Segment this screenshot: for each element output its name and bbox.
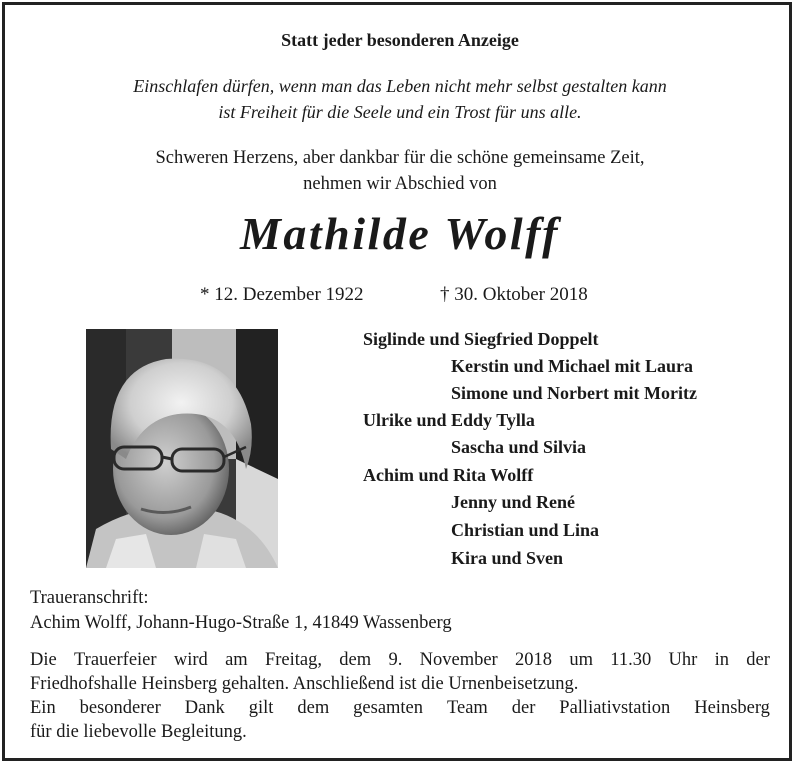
ceremony-line-1-text: Die Trauerfeier wird am Freitag, dem 9. November 2018 um 11.30 Uhr in der xyxy=(30,650,770,670)
portrait-photo xyxy=(86,329,278,568)
ceremony-line-3-text: Ein besonderer Dank gilt dem gesamten Team der Palliativstation Heinsberg xyxy=(30,698,770,718)
family-line-5: Sascha und Silvia xyxy=(451,437,587,457)
intro-line-1: Schweren Herzens, aber dankbar für die schöne gemeinsame Zeit, xyxy=(155,148,645,168)
family-line-3: Simone und Norbert mit Moritz xyxy=(451,383,697,403)
deceased-name: Mathilde Wolff xyxy=(240,208,560,259)
quote-line-1: Einschlafen dürfen, wenn man das Leben nicht mehr selbst gestalten kann xyxy=(133,76,667,96)
family-line-2: Kerstin und Michael mit Laura xyxy=(451,356,693,376)
family-line-6: Achim und Rita Wolff xyxy=(363,465,534,485)
intro-line-2: nehmen wir Abschied von xyxy=(303,174,497,194)
family-line-1: Siglinde und Siegfried Doppelt xyxy=(363,329,599,349)
death-date: † 30. Oktober 2018 xyxy=(440,284,588,305)
quote-line-2: ist Freiheit für die Seele und ein Trost für uns alle. xyxy=(218,102,582,122)
family-line-4: Ulrike und Eddy Tylla xyxy=(363,410,535,430)
ceremony-line-1 xyxy=(30,650,770,671)
family-line-7: Jenny und René xyxy=(451,492,576,512)
ceremony-line-3 xyxy=(30,698,770,719)
family-line-8: Christian und Lina xyxy=(451,520,600,540)
ceremony-line-4: für die liebevolle Begleitung. xyxy=(30,722,247,742)
notice-header: Statt jeder besonderen Anzeige xyxy=(281,30,519,50)
address-value: Achim Wolff, Johann-Hugo-Straße 1, 41849 Wassenberg xyxy=(30,613,452,633)
address-label: Traueranschrift: xyxy=(30,588,149,608)
family-line-9: Kira und Sven xyxy=(451,548,564,568)
ceremony-line-2: Friedhofshalle Heinsberg gehalten. Anschließend ist die Urnenbeisetzung. xyxy=(30,674,579,694)
birth-date: * 12. Dezember 1922 xyxy=(200,284,364,305)
